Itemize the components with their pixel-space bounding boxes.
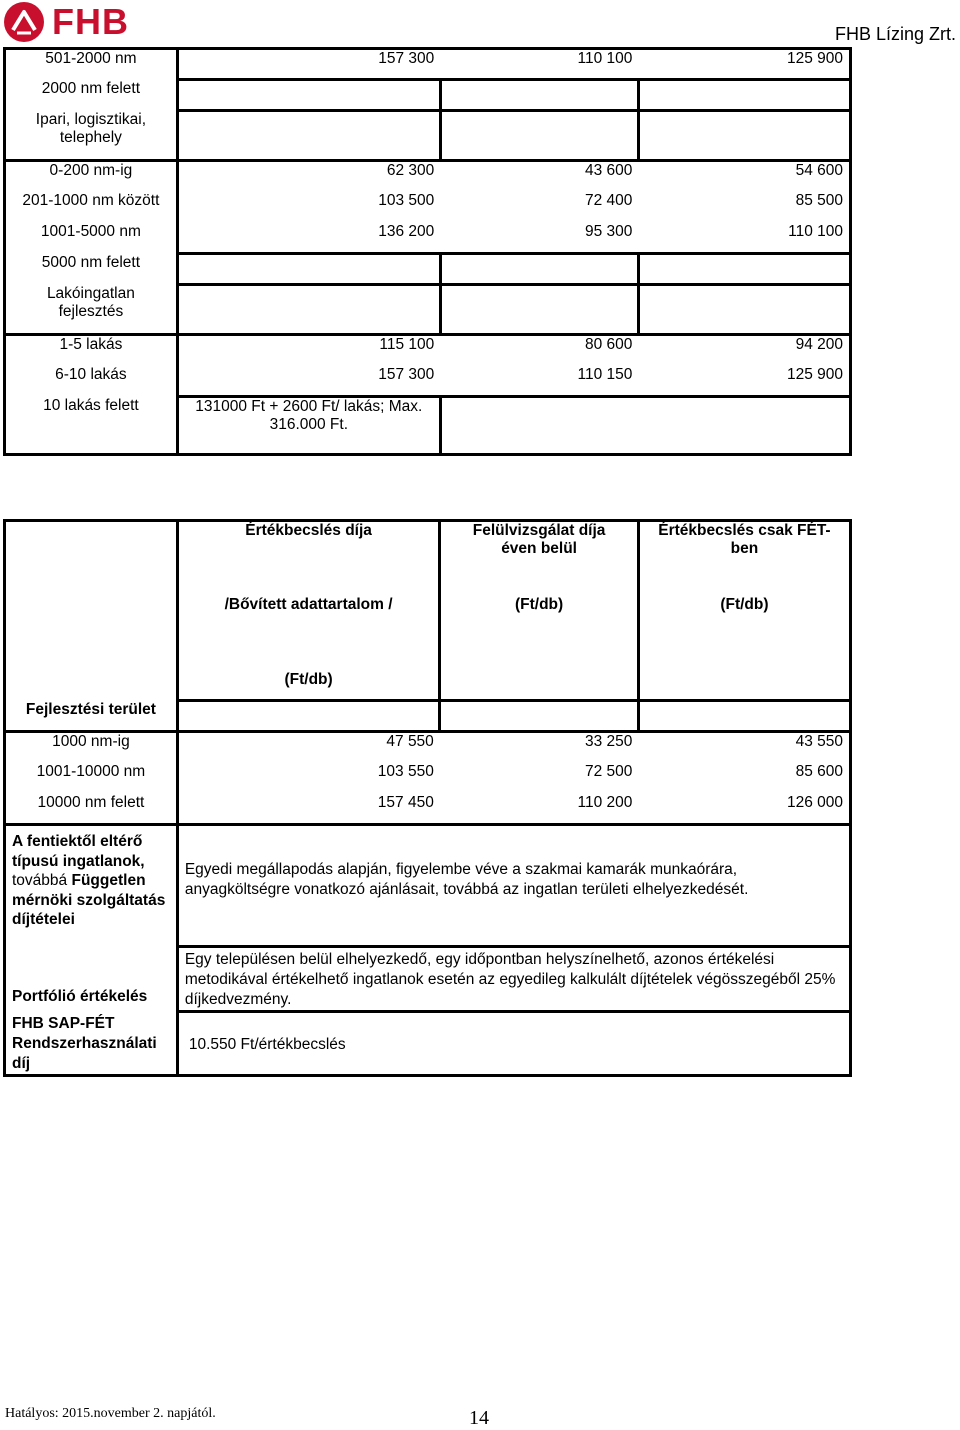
- special-label-2: Portfólió értékelés: [12, 987, 148, 1005]
- value-cell: 94 200: [795, 336, 843, 353]
- table-row: [5, 111, 851, 161]
- row-label: Ipari, logisztikai, telephely: [35, 110, 147, 146]
- column-header-1: Értékbecslés díja: [245, 522, 372, 539]
- value-cell: 62 300: [386, 162, 435, 179]
- special-text-1: Egyedi megállapodás alapján, figyelembe véve a szakmai kamarák munkaórára, anyagköltségre vonatkozó ajánlásait, továbbá az ingatlan területi elhelyezkedését.: [184, 861, 749, 898]
- value-cell: 72 500: [584, 762, 633, 780]
- column-unit-1: (Ft/db): [284, 670, 333, 688]
- value-cell: 110 100: [788, 222, 843, 240]
- row-label: 10 lakás felett: [43, 396, 139, 414]
- value-cell: 110 100: [577, 50, 633, 67]
- table-row: [5, 947, 851, 1012]
- row-label: 1001-10000 nm: [36, 762, 146, 780]
- table-row: [5, 763, 851, 794]
- row-label: 201-1000 nm között: [22, 191, 160, 209]
- table-row: [5, 397, 851, 455]
- value-cell: 54 600: [795, 162, 843, 179]
- table-row: [5, 825, 851, 947]
- fhb-logo: [4, 2, 129, 42]
- row-label: 0-200 nm-ig: [49, 162, 133, 179]
- row-label: Lakóingatlan fejlesztés: [46, 284, 135, 320]
- table-row: [5, 366, 851, 397]
- table-row: [5, 285, 851, 335]
- fhb-logo-icon: [4, 2, 44, 42]
- value-cell: 33 250: [584, 733, 633, 750]
- value-cell: 157 300: [378, 365, 435, 383]
- company-name: FHB Lízing Zrt.: [834, 24, 956, 44]
- value-cell: 136 200: [378, 222, 435, 240]
- value-cell: 95 300: [585, 222, 633, 240]
- row-label: 2000 nm felett: [41, 79, 141, 97]
- row-label: 1000 nm-ig: [52, 733, 130, 750]
- value-cell: 103 550: [377, 762, 434, 780]
- table-row: [5, 192, 851, 223]
- value-cell: 157 300: [378, 50, 435, 67]
- row-label: 1001-5000 nm: [40, 222, 141, 240]
- value-cell: 72 400: [585, 191, 633, 209]
- value-cell: 43 550: [795, 733, 843, 750]
- value-cell: 43 600: [585, 162, 633, 179]
- table-row: [5, 49, 851, 80]
- value-cell: 103 500: [378, 191, 435, 209]
- table-row: [5, 794, 851, 825]
- row-label: 6-10 lakás: [55, 365, 127, 383]
- page-number: 14: [469, 1407, 489, 1429]
- value-cell: 47 550: [386, 733, 434, 750]
- table-row: [5, 335, 851, 366]
- row-label: 1-5 lakás: [59, 336, 123, 353]
- row-label: 501-2000 nm: [45, 50, 137, 67]
- column-unit-3: (Ft/db): [720, 595, 769, 613]
- row-label: 5000 nm felett: [41, 253, 141, 271]
- value-cell: 110 150: [577, 365, 633, 383]
- table-row: [5, 1012, 851, 1076]
- effective-date: Hatályos: 2015.november 2. napjától.: [5, 1406, 216, 1421]
- value-cell: 85 500: [795, 191, 843, 209]
- special-label-3: FHB SAP-FÉT Rendszerhasználati díj: [12, 1014, 157, 1072]
- column-header-2: Felülvizsgálat díja éven belül: [472, 522, 606, 557]
- value-cell: 157 450: [377, 793, 434, 811]
- table-row: [5, 732, 851, 763]
- fee-table-2: [3, 519, 852, 1077]
- table-row: [5, 161, 851, 192]
- table-row: [5, 254, 851, 285]
- value-cell: 80 600: [585, 336, 633, 353]
- column-subheader-1: /Bővített adattartalom /: [224, 595, 393, 613]
- table-row: [5, 223, 851, 254]
- row-label: 10000 nm felett: [37, 793, 145, 811]
- special-text-3: 10.550 Ft/értékbecslés: [188, 1036, 346, 1053]
- column-header-3: Értékbecslés csak FÉT-ben: [658, 522, 831, 557]
- fee-table-1: [3, 47, 852, 456]
- value-cell: 115 100: [379, 336, 435, 353]
- value-cell: 125 900: [786, 50, 843, 67]
- logo-wordmark: FHB: [52, 1, 129, 42]
- column-unit-2: (Ft/db): [514, 595, 564, 613]
- value-cell: 85 600: [795, 762, 843, 780]
- special-text-2: Egy településen belül elhelyezkedő, egy időpontban helyszínelhető, azonos értékelési metodikával értékelhető ingatlanok esetén az egyedileg kalkulált díjtételek végösszegéből 25% díjkedvezmény.: [184, 951, 836, 1008]
- value-cell: 110 200: [577, 793, 633, 811]
- value-cell: 125 900: [786, 365, 843, 383]
- section-label: Fejlesztési terület: [25, 700, 156, 718]
- special-label-1: A fentiektől eltérő típusú ingatlanok, továbbá Független mérnöki szolgáltatás díjtételei: [12, 833, 166, 928]
- value-cell-formula: 131000 Ft + 2600 Ft/ lakás; Max. 316.000 Ft.: [195, 398, 423, 433]
- value-cell: 126 000: [786, 793, 843, 811]
- table-row: [5, 80, 851, 111]
